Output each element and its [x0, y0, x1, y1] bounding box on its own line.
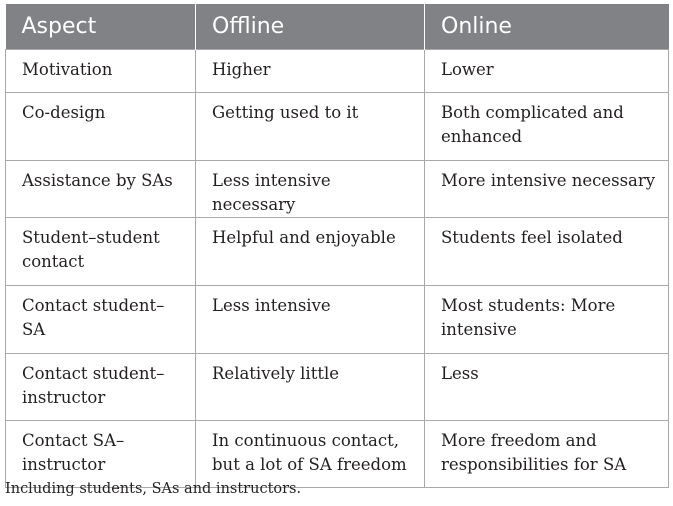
- comparison-table: [5, 4, 669, 488]
- cell-offline: In continuous contact, but a lot of SA freedom: [196, 420, 425, 487]
- cell-aspect: Contact student–instructor: [6, 353, 196, 420]
- cell-aspect: Co-design: [6, 92, 196, 160]
- cell-aspect: Student–student contact: [6, 217, 196, 285]
- table-row: [6, 420, 669, 487]
- header-offline: Offline: [196, 4, 425, 49]
- cell-offline: Less intensive: [196, 285, 425, 353]
- header-row: [6, 4, 669, 49]
- cell-aspect: Contact student–SA: [6, 285, 196, 353]
- cell-online: Lower: [425, 49, 669, 92]
- cell-online: Both complicated and enhanced: [425, 92, 669, 160]
- table-row: [6, 92, 669, 160]
- cell-online: Most students: More intensive: [425, 285, 669, 353]
- cell-online: Students feel isolated: [425, 217, 669, 285]
- header-aspect: Aspect: [6, 4, 196, 49]
- cell-offline: Helpful and enjoyable: [196, 217, 425, 285]
- cell-aspect: Motivation: [6, 49, 196, 92]
- table-row: [6, 353, 669, 420]
- cell-aspect: Assistance by SAs: [6, 160, 196, 217]
- header-online: Online: [425, 4, 669, 49]
- cell-online: More freedom and responsibilities for SA: [425, 420, 669, 487]
- table-row: [6, 49, 669, 92]
- cell-online: More intensive necessary: [425, 160, 669, 217]
- cell-offline: Relatively little: [196, 353, 425, 420]
- cell-offline: Getting used to it: [196, 92, 425, 160]
- cell-offline: Less intensive necessary: [196, 160, 425, 217]
- cell-aspect: Contact SA–instructor: [6, 420, 196, 487]
- cell-offline: Higher: [196, 49, 425, 92]
- table-row: [6, 285, 669, 353]
- cell-online: Less: [425, 353, 669, 420]
- table-row: [6, 160, 669, 217]
- table-row: [6, 217, 669, 285]
- table-footnote: Including students, SAs and instructors.: [5, 481, 302, 497]
